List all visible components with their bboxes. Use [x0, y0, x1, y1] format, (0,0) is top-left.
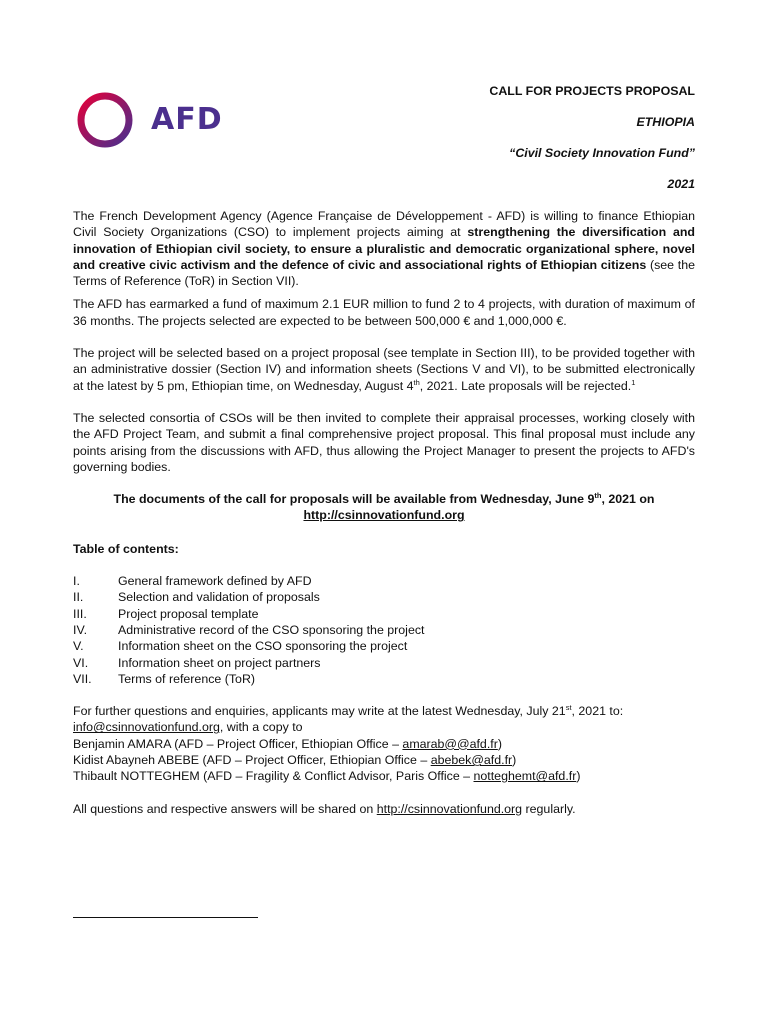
availability-notice: The documents of the call for proposals will be available from Wednesday, June 9th, 2021 on http://csinnovationfund.org	[113, 491, 655, 523]
toc-item: VI. Information sheet on project partners	[73, 655, 321, 670]
intro-paragraph: The French Development Agency (Agence Française de Développement - AFD) is willing to finance Ethiopian Civil Society Organizations (CSO) to implement projects aiming at strengthening the diversification and innovation of Ethiopian civil society, to ensure a pluralistic and democratic organizational sphere, novel and creative civic activism and the defence of civic and associational rights of Ethiopian citizens (see the Terms of Reference (ToR) in Section VII).	[73, 209, 695, 289]
afd-logo-text: AFD	[151, 102, 223, 137]
toc-item: I. General framework defined by AFD	[73, 574, 312, 589]
closing-paragraph: All questions and respective answers will be shared on http://csinnovationfund.org regularly.	[73, 801, 576, 816]
toc-item: VII. Terms of reference (ToR)	[73, 671, 256, 686]
footnote-separator	[73, 917, 258, 918]
toc-title: Table of contents:	[73, 541, 179, 556]
contacts-intro: For further questions and enquiries, applicants may write at the latest Wednesday, July 21st, 2021 to:	[73, 703, 624, 719]
toc-item: V. Information sheet on the CSO sponsoring the project	[73, 639, 408, 654]
toc-item: IV. Administrative record of the CSO sponsoring the project	[73, 622, 425, 637]
footnote-ref[interactable]: 1	[631, 377, 636, 387]
contact-email-link[interactable]: amarab@@afd.fr	[402, 736, 498, 751]
document-body	[73, 208, 695, 817]
table-of-contents	[73, 573, 695, 687]
contacts-main-email: info@csinnovationfund.org, with a copy to	[73, 720, 303, 735]
contact-person: Thibault NOTTEGHEM (AFD – Fragility & Conflict Advisor, Paris Office – notteghemt@afd.fr)	[73, 769, 581, 784]
document-header	[489, 83, 695, 207]
toc-item: II. Selection and validation of proposals	[73, 590, 320, 605]
fund-paragraph: The AFD has earmarked a fund of maximum 2.1 EUR million to fund 2 to 4 projects, with duration of maximum of 36 months. The projects selected are expected to be between 500,000 € and 1,000,000 €.	[73, 297, 695, 328]
selection-paragraph: The project will be selected based on a project proposal (see template in Section III), to be provided together with an administrative dossier (Section IV) and information sheets (Sections V and VI), to be submitted electronically at the latest by 5 pm, Ethiopian time, on Wednesday, August 4th, 2021. Late proposals will be rejected.$^1$	[73, 346, 695, 393]
info-email-link[interactable]: info@csinnovationfund.org	[73, 720, 220, 735]
contact-email-link[interactable]: abebek@afd.fr	[430, 753, 513, 768]
contact-person: Kidist Abayneh ABEBE (AFD – Project Officer, Ethiopian Office – abebek@afd.fr)	[73, 753, 517, 768]
call-title: CALL FOR PROJECTS PROPOSAL	[489, 84, 695, 98]
afd-logo-ring-icon	[76, 91, 142, 151]
consortia-paragraph: The selected consortia of CSOs will be then invited to complete their appraisal processes, working closely with the AFD Project Team, and submit a final comprehensive project proposal. This final proposal must include any points arising from the discussions with AFD, thus allowing the Project Manager to present the projects to AFD's governing bodies.	[73, 410, 695, 474]
country: ETHIOPIA	[636, 115, 695, 129]
fund-name: “Civil Society Innovation Fund”	[509, 146, 695, 160]
year: 2021	[667, 177, 695, 191]
website-link[interactable]: http://csinnovationfund.org	[303, 508, 465, 523]
toc-item: III. Project proposal template	[73, 606, 259, 621]
website-link[interactable]: http://csinnovationfund.org	[376, 801, 523, 816]
contacts-block	[73, 703, 695, 784]
contact-person: Benjamin AMARA (AFD – Project Officer, Ethiopian Office – amarab@@afd.fr)	[73, 736, 502, 751]
contact-email-link[interactable]: notteghemt@afd.fr	[473, 769, 577, 784]
afd-logo	[76, 91, 236, 151]
